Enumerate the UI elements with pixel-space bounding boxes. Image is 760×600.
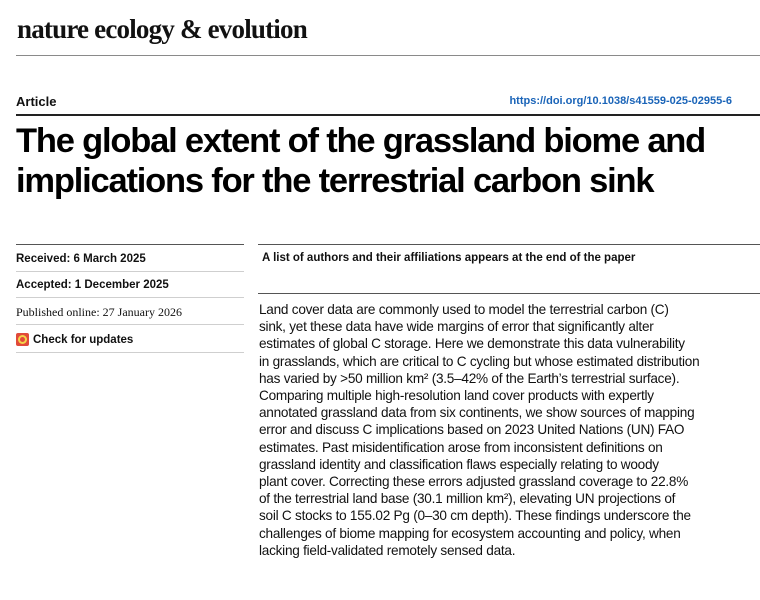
header-divider [16, 55, 760, 56]
abstract-line: has varied by >50 million km² (3.5–42% of the Earth’s terrestrial surface). [259, 370, 680, 386]
abstract-line: plant cover. Correcting these errors adjusted grassland coverage to 22.8% [259, 474, 689, 490]
abstract-line: soil C stocks to 155.02 Pg (0–30 cm depth). These findings underscore the [259, 508, 691, 524]
article-type-label: Article [16, 94, 57, 109]
accepted-date: Accepted: 1 December 2025 [16, 279, 169, 291]
abstract [259, 301, 749, 559]
affiliations-note: A list of authors and their affiliations appears at the end of the paper [262, 252, 636, 264]
abstract-line: in grasslands, which are critical to C cycling but whose estimated distribution [259, 353, 700, 369]
title-line: implications for the terrestrial carbon sink [16, 162, 654, 200]
sidebar-divider [16, 324, 244, 325]
abstract-line: grassland identity and classification flaws especially relating to woody [259, 456, 659, 472]
main-divider [258, 244, 760, 245]
sidebar-divider [16, 244, 244, 245]
abstract-line: lacking field-validated remotely sensed data. [259, 542, 516, 558]
check-for-updates-label: Check for updates [33, 333, 134, 346]
sidebar-divider [16, 271, 244, 272]
abstract-line: sink, yet these data have wide margins of error that significantly alter [259, 319, 654, 335]
abstract-line: estimates. Past misidentification arose from inconsistent definitions on [259, 439, 663, 455]
check-for-updates-button[interactable] [16, 333, 133, 346]
abstract-line: estimates of global C storage. Here we demonstrate this data vulnerability [259, 336, 685, 352]
title-divider [16, 114, 760, 116]
received-date: Received: 6 March 2025 [16, 253, 146, 265]
sidebar-divider [16, 352, 244, 353]
abstract-line: error and discuss C implications based on 2023 United Nations (UN) FAO [259, 422, 685, 438]
article-title [16, 121, 756, 201]
published-date: Published online: 27 January 2026 [16, 305, 182, 319]
sidebar-divider [16, 297, 244, 298]
main-divider [258, 293, 760, 294]
journal-name[interactable]: nature ecology & evolution [17, 14, 307, 44]
abstract-line: of the terrestrial land base (30.1 million km²), elevating UN projections of [259, 491, 676, 507]
abstract-line: Land cover data are commonly used to model the terrestrial carbon (C) [259, 302, 669, 317]
check-for-updates-icon [16, 333, 29, 346]
doi-link[interactable]: https://doi.org/10.1038/s41559-025-02955-6 [509, 95, 732, 107]
abstract-line: challenges of biome mapping for ecosystem accounting and policy, when [259, 525, 681, 541]
title-line: The global extent of the grassland biome and [16, 122, 706, 160]
abstract-line: Comparing multiple high-resolution land cover products with expertly [259, 388, 654, 404]
abstract-line: annotated grassland data from six continents, we show sources of mapping [259, 405, 695, 421]
